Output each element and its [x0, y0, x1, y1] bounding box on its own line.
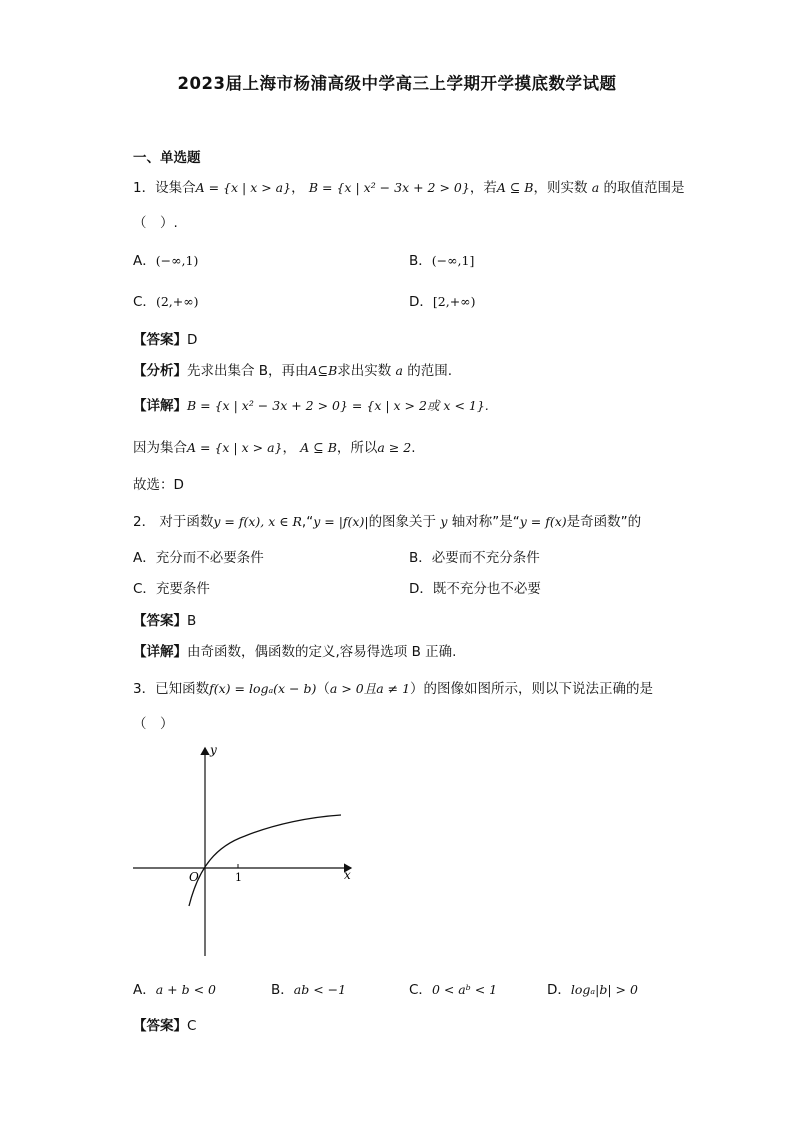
option-value: (2,+∞) [155, 294, 199, 309]
q2-option-b [409, 546, 540, 566]
because-set-a: A = {x | x > a} [187, 440, 283, 455]
because-condition: A ⊆ B [300, 440, 337, 455]
option-label: C． [133, 294, 156, 310]
analysis-variable: a [395, 363, 403, 378]
option-label: C． [409, 982, 432, 998]
option-label: B． [271, 982, 294, 998]
q3-option-b [271, 978, 346, 998]
answer-tag: 【答案】 [133, 613, 187, 629]
q1-condition: A ⊆ B [496, 180, 534, 195]
q2-y-variable: y [440, 514, 448, 529]
page-title: 2023届上海市杨浦高级中学高三上学期开学摸底数学试题 [177, 74, 617, 93]
detail-tag: 【详解】 [133, 398, 187, 414]
answer-tag: 【答案】 [133, 332, 187, 348]
detail-math: B = {x | x² − 3x + 2 > 0} = {x | x > 2或 x < 1}. [187, 398, 489, 413]
q3-stem-text-3: ）的图像如图所示，则以下说法正确的是 [410, 681, 654, 697]
option-value: a + b < 0 [155, 982, 216, 997]
q2-detail [133, 640, 456, 660]
y-axis-label: y [210, 743, 217, 757]
q2-option-d [409, 577, 541, 597]
because-result: a ≥ 2 [377, 440, 412, 455]
q3-condition: a > 0且a ≠ 1 [329, 681, 411, 696]
q3-option-c [409, 978, 497, 998]
option-value: ab < −1 [293, 982, 347, 997]
q1-stem [133, 176, 685, 196]
origin-label: O [189, 870, 199, 884]
answer-value: C [187, 1018, 197, 1034]
q1-because [133, 436, 416, 456]
q1-answer [133, 328, 197, 348]
q3-option-a [133, 978, 216, 998]
option-label: A． [133, 982, 156, 998]
answer-tag: 【答案】 [133, 1018, 187, 1034]
analysis-tag: 【分析】 [133, 363, 187, 379]
analysis-text-3: 的范围. [407, 363, 453, 379]
q2-answer [133, 609, 196, 629]
q2-stem-text: 2． 对于函数 [133, 514, 214, 530]
option-value: 既不充分也不必要 [432, 581, 541, 597]
q3-stem-text-2: （ [316, 681, 330, 697]
option-value: 充分而不必要条件 [155, 550, 264, 566]
tick-label-1: 1 [235, 871, 242, 884]
q2-function: y = f(x), x ∈ R [213, 514, 302, 529]
q2-option-a [133, 546, 264, 566]
q1-set-a: A = {x | x > a} [195, 180, 292, 195]
option-label: A． [133, 253, 156, 269]
q1-set-b: B = {x | x² − 3x + 2 > 0} [308, 180, 470, 195]
option-value: (−∞,1] [431, 253, 475, 268]
analysis-text-2: 求出实数 [337, 363, 392, 379]
option-label: B． [409, 550, 432, 566]
x-axis-label: x [344, 868, 351, 882]
q1-option-a [133, 249, 198, 269]
because-text-2: ，所以 [336, 440, 378, 456]
q1-sep: ， [291, 180, 305, 196]
q3-answer [133, 1014, 196, 1034]
option-label: D． [409, 581, 433, 597]
q1-stem-text-4: 的取值范围是 [603, 180, 685, 196]
q3-stem-text: 3．已知函数 [133, 681, 210, 697]
log-curve [189, 815, 341, 906]
option-value: (−∞,1) [155, 253, 199, 268]
because-period: . [411, 440, 416, 456]
q3-stem [133, 677, 653, 697]
q2-stem-text-3: 的图象关于 [368, 514, 437, 530]
analysis-condition: A⊆B [308, 363, 338, 378]
q1-analysis [133, 359, 452, 379]
q2-stem [133, 510, 641, 530]
q1-detail [133, 394, 489, 414]
analysis-text: 先求出集合 B，再由 [187, 363, 309, 379]
because-sep: ， [282, 440, 296, 456]
q1-conclusion: 故选：D [133, 477, 184, 493]
q2-stem-text-5: 是奇函数”的 [566, 514, 642, 530]
detail-text: 由奇函数，偶函数的定义,容易得选项 B 正确. [187, 644, 457, 660]
q3-paren: （ ） [133, 716, 174, 732]
q1-option-d [409, 290, 475, 310]
q1-paren: （ ）. [133, 215, 178, 231]
q1-stem-text-3: ，则实数 [533, 180, 588, 196]
q2-abs-function: y = |f(x)| [313, 514, 369, 529]
because-text: 因为集合 [133, 440, 187, 456]
q2-stem-text-2: ,“ [301, 514, 314, 530]
q3-function-graph [125, 738, 365, 963]
section-heading: 一、单选题 [133, 150, 201, 166]
q3-function: f(x) = logₐ(x − b) [209, 681, 317, 696]
q2-odd-function: y = f(x) [519, 514, 567, 529]
option-value: 充要条件 [155, 581, 210, 597]
option-value: 0 < aᵇ < 1 [431, 982, 498, 997]
q1-stem-text: 1．设集合 [133, 180, 196, 196]
option-label: A． [133, 550, 156, 566]
q3-option-d [547, 978, 638, 998]
option-label: D． [409, 294, 433, 310]
option-value: [2,+∞) [432, 294, 476, 309]
answer-value: D [187, 332, 198, 348]
option-label: C． [133, 581, 156, 597]
option-label: D． [547, 982, 571, 998]
detail-tag: 【详解】 [133, 644, 187, 660]
q2-option-c [133, 577, 210, 597]
option-value: 必要而不充分条件 [431, 550, 540, 566]
q1-option-b [409, 249, 474, 269]
answer-value: B [187, 613, 197, 629]
option-value: logₐ|b| > 0 [570, 982, 638, 997]
q1-variable: a [591, 180, 600, 195]
q1-stem-text-2: ，若 [469, 180, 497, 196]
q1-option-c [133, 290, 199, 310]
q2-stem-text-4: 轴对称”是“ [451, 514, 520, 530]
option-label: B． [409, 253, 432, 269]
